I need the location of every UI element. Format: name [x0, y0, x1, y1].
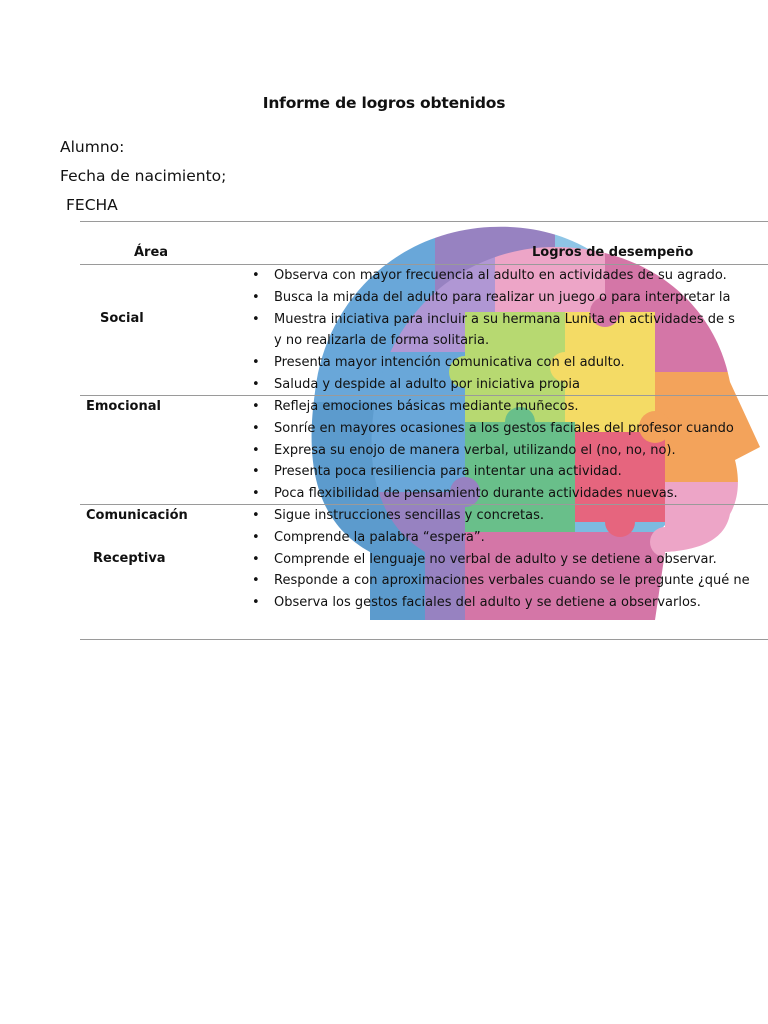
list-item: • Busca la mirada del adulto para realizar un juego o para interpretar la — [249, 287, 735, 309]
list-item: • Observa con mayor frecuencia al adulto en actividades de su agrado. — [249, 265, 735, 287]
column-header-logros: Logros de desempeño — [532, 245, 694, 260]
list-item: • Comprende el lenguaje no verbal de adulto y se detiene a observar. — [249, 549, 750, 571]
list-item: • Sonríe en mayores ocasiones a los gestos faciales del profesor cuando — [249, 418, 734, 440]
social-achievements-list — [249, 265, 735, 396]
list-item: • Muestra iniciativa para incluir a su hermana Lunita en actividades de s — [249, 309, 735, 331]
table-bottom-border — [80, 639, 768, 640]
comunicacion-achievements-list — [249, 505, 750, 614]
list-item: • Presenta mayor intención comunicativa con el adulto. — [249, 352, 735, 374]
birthdate-field: Fecha de nacimiento; — [60, 167, 227, 185]
date-field: FECHA — [66, 196, 118, 214]
list-item: • Expresa su enojo de manera verbal, utilizando el (no, no, no). — [249, 440, 734, 462]
alumno-field: Alumno: — [60, 138, 125, 156]
list-item: • Sigue instrucciones sencillas y concretas. — [249, 505, 750, 527]
list-item: • Comprende la palabra “espera”. — [249, 527, 750, 549]
page-title: Informe de logros obtenidos — [262, 94, 506, 112]
list-item: • Observa los gestos faciales del adulto y se detiene a observarlos. — [249, 592, 750, 614]
list-item: • Presenta poca resiliencia para intentar una actividad. — [249, 461, 734, 483]
table-top-border — [80, 221, 768, 222]
area-emocional-label: Emocional — [86, 399, 161, 414]
list-item: • Responde a con aproximaciones verbales cuando se le pregunte ¿qué ne — [249, 570, 750, 592]
area-social-label: Social — [100, 311, 144, 326]
list-item: • Refleja emociones básicas mediante muñecos. — [249, 396, 734, 418]
list-item-continuation: y no realizarla de forma solitaria. — [274, 333, 490, 349]
area-comunicacion-label: Comunicación — [86, 508, 188, 523]
list-item: • Saluda y despide al adulto por iniciativa propia — [249, 374, 735, 396]
area-receptiva-label: Receptiva — [93, 551, 166, 566]
column-header-area: Área — [134, 245, 169, 260]
list-item: • Poca flexibilidad de pensamiento durante actividades nuevas. — [249, 483, 734, 505]
emocional-achievements-list — [249, 396, 734, 505]
